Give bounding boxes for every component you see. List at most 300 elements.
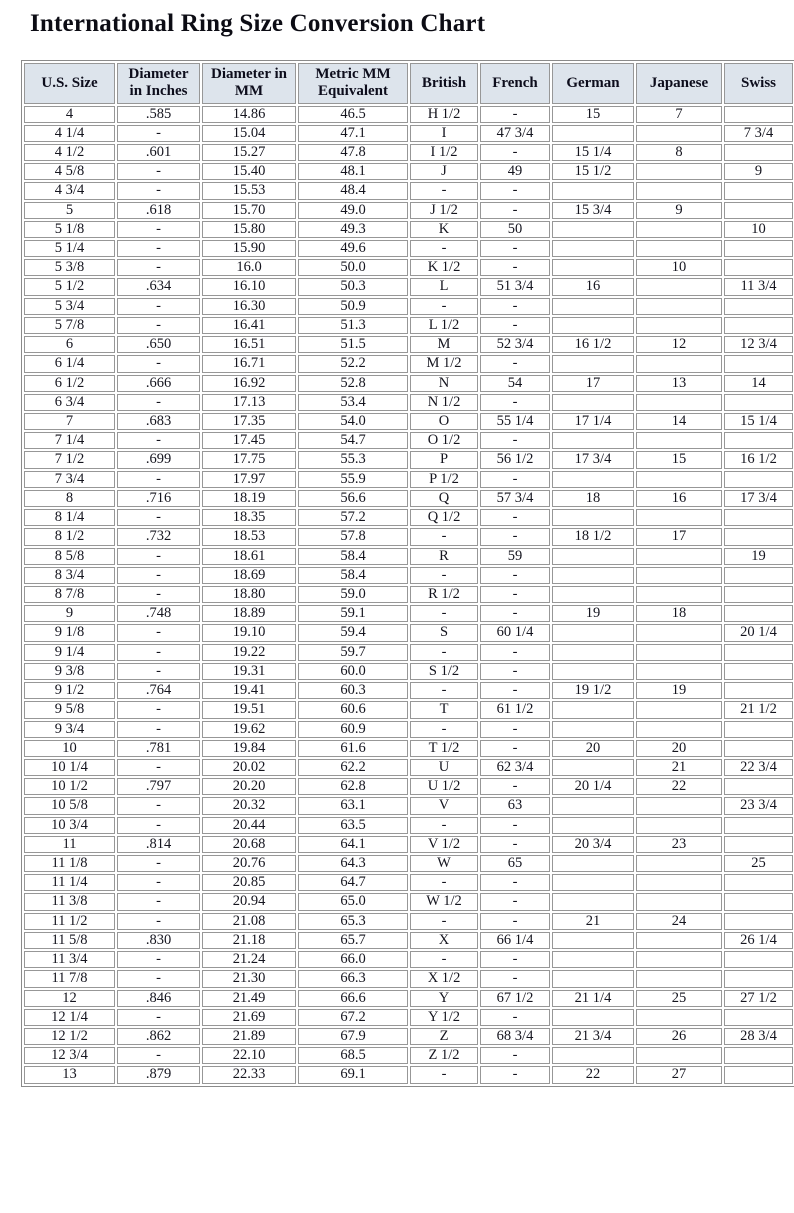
- table-cell: 19.41: [202, 682, 296, 699]
- table-cell: 17: [552, 375, 634, 392]
- table-cell: -: [117, 874, 200, 891]
- table-cell: 9 1/4: [24, 644, 115, 661]
- table-cell: [636, 663, 722, 680]
- table-cell: -: [480, 509, 550, 526]
- table-cell: 58.4: [298, 567, 408, 584]
- table-cell: [724, 1009, 793, 1026]
- table-cell: 63.5: [298, 817, 408, 834]
- table-cell: 67 1/2: [480, 990, 550, 1007]
- table-cell: -: [410, 567, 478, 584]
- table-cell: 12 3/4: [24, 1047, 115, 1064]
- table-cell: 55 1/4: [480, 413, 550, 430]
- column-header: Japanese: [636, 63, 722, 104]
- table-container: [21, 60, 794, 1087]
- conversion-table: [21, 60, 794, 1087]
- table-cell: .634: [117, 278, 200, 295]
- table-cell: 17.97: [202, 471, 296, 488]
- table-cell: 55.3: [298, 451, 408, 468]
- table-cell: O: [410, 413, 478, 430]
- table-cell: [724, 317, 793, 334]
- table-cell: N 1/2: [410, 394, 478, 411]
- table-cell: 21.69: [202, 1009, 296, 1026]
- table-cell: [636, 1047, 722, 1064]
- table-cell: 59.1: [298, 605, 408, 622]
- table-row: [24, 509, 793, 526]
- table-cell: U 1/2: [410, 778, 478, 795]
- table-cell: [552, 759, 634, 776]
- table-cell: K 1/2: [410, 259, 478, 276]
- table-cell: P 1/2: [410, 471, 478, 488]
- table-cell: 21.24: [202, 951, 296, 968]
- table-cell: -: [117, 663, 200, 680]
- table-cell: 13: [636, 375, 722, 392]
- column-header: German: [552, 63, 634, 104]
- table-cell: 23: [636, 836, 722, 853]
- table-cell: [552, 932, 634, 949]
- table-cell: -: [480, 721, 550, 738]
- table-cell: [636, 817, 722, 834]
- table-cell: -: [480, 471, 550, 488]
- table-cell: [724, 817, 793, 834]
- table-cell: 48.4: [298, 182, 408, 199]
- table-cell: 8: [24, 490, 115, 507]
- table-cell: -: [410, 874, 478, 891]
- table-cell: [636, 970, 722, 987]
- table-cell: 60.6: [298, 701, 408, 718]
- table-cell: [636, 317, 722, 334]
- table-cell: 5 1/4: [24, 240, 115, 257]
- table-cell: [552, 893, 634, 910]
- table-cell: Z: [410, 1028, 478, 1045]
- table-cell: -: [117, 432, 200, 449]
- table-cell: -: [410, 605, 478, 622]
- table-cell: [636, 432, 722, 449]
- table-cell: 9: [636, 202, 722, 219]
- table-cell: 10: [724, 221, 793, 238]
- table-cell: 63.1: [298, 797, 408, 814]
- table-cell: -: [480, 874, 550, 891]
- table-cell: P: [410, 451, 478, 468]
- table-cell: 26: [636, 1028, 722, 1045]
- table-cell: 69.1: [298, 1066, 408, 1083]
- table-cell: -: [480, 567, 550, 584]
- table-cell: 17 3/4: [724, 490, 793, 507]
- table-cell: -: [410, 240, 478, 257]
- table-cell: -: [410, 817, 478, 834]
- table-cell: 57.2: [298, 509, 408, 526]
- table-cell: [636, 874, 722, 891]
- table-cell: 54.0: [298, 413, 408, 430]
- table-cell: 4 3/4: [24, 182, 115, 199]
- table-cell: 6 1/2: [24, 375, 115, 392]
- table-cell: 58.4: [298, 548, 408, 565]
- table-cell: 52.8: [298, 375, 408, 392]
- table-cell: 4 1/4: [24, 125, 115, 142]
- table-cell: 54: [480, 375, 550, 392]
- table-cell: 12 3/4: [724, 336, 793, 353]
- table-cell: [724, 528, 793, 545]
- table-cell: 13: [24, 1066, 115, 1083]
- table-cell: [724, 144, 793, 161]
- table-cell: 63: [480, 797, 550, 814]
- table-cell: 8 3/4: [24, 567, 115, 584]
- table-row: [24, 259, 793, 276]
- table-cell: 19 1/2: [552, 682, 634, 699]
- table-cell: 68.5: [298, 1047, 408, 1064]
- table-cell: -: [117, 355, 200, 372]
- table-cell: 21.30: [202, 970, 296, 987]
- table-cell: 61.6: [298, 740, 408, 757]
- table-cell: 65.0: [298, 893, 408, 910]
- table-row: [24, 740, 793, 757]
- table-row: [24, 701, 793, 718]
- table-cell: N: [410, 375, 478, 392]
- table-cell: 9: [724, 163, 793, 180]
- table-cell: 17.75: [202, 451, 296, 468]
- table-cell: -: [480, 836, 550, 853]
- table-cell: [724, 432, 793, 449]
- table-cell: -: [117, 163, 200, 180]
- table-cell: -: [117, 644, 200, 661]
- table-cell: [724, 778, 793, 795]
- table-cell: 7 1/4: [24, 432, 115, 449]
- table-row: [24, 874, 793, 891]
- table-cell: -: [480, 605, 550, 622]
- table-cell: 26 1/4: [724, 932, 793, 949]
- table-cell: 17.45: [202, 432, 296, 449]
- table-cell: 55.9: [298, 471, 408, 488]
- table-cell: 10: [24, 740, 115, 757]
- table-row: [24, 182, 793, 199]
- table-cell: [724, 740, 793, 757]
- table-cell: .666: [117, 375, 200, 392]
- table-cell: .716: [117, 490, 200, 507]
- table-cell: V: [410, 797, 478, 814]
- table-cell: K: [410, 221, 478, 238]
- table-cell: X 1/2: [410, 970, 478, 987]
- table-cell: 20.68: [202, 836, 296, 853]
- table-cell: -: [117, 1009, 200, 1026]
- table-cell: 12: [636, 336, 722, 353]
- table-cell: 59: [480, 548, 550, 565]
- table-cell: 11 1/4: [24, 874, 115, 891]
- table-cell: W 1/2: [410, 893, 478, 910]
- table-row: [24, 432, 793, 449]
- table-cell: [724, 355, 793, 372]
- table-cell: 11 5/8: [24, 932, 115, 949]
- table-cell: 60 1/4: [480, 624, 550, 641]
- table-cell: 50: [480, 221, 550, 238]
- table-row: [24, 721, 793, 738]
- table-cell: [724, 836, 793, 853]
- table-cell: 52.2: [298, 355, 408, 372]
- table-cell: [724, 202, 793, 219]
- table-cell: 15.80: [202, 221, 296, 238]
- table-row: [24, 855, 793, 872]
- table-cell: [636, 701, 722, 718]
- table-cell: [636, 893, 722, 910]
- table-cell: 21: [636, 759, 722, 776]
- table-cell: -: [117, 759, 200, 776]
- table-cell: -: [117, 394, 200, 411]
- table-cell: 12: [24, 990, 115, 1007]
- table-cell: 68 3/4: [480, 1028, 550, 1045]
- table-cell: .781: [117, 740, 200, 757]
- table-cell: 66.0: [298, 951, 408, 968]
- table-cell: 15.70: [202, 202, 296, 219]
- table-cell: 6 3/4: [24, 394, 115, 411]
- table-cell: 22.10: [202, 1047, 296, 1064]
- table-cell: [636, 221, 722, 238]
- table-cell: -: [480, 663, 550, 680]
- table-cell: T: [410, 701, 478, 718]
- table-cell: [552, 817, 634, 834]
- table-cell: 20.85: [202, 874, 296, 891]
- table-cell: [552, 586, 634, 603]
- table-cell: 47.1: [298, 125, 408, 142]
- table-cell: 14: [724, 375, 793, 392]
- table-cell: -: [117, 951, 200, 968]
- table-cell: 19: [552, 605, 634, 622]
- table-cell: -: [117, 797, 200, 814]
- table-cell: -: [117, 970, 200, 987]
- table-cell: 15: [552, 106, 634, 123]
- table-cell: [724, 951, 793, 968]
- table-cell: [636, 182, 722, 199]
- table-cell: 59.4: [298, 624, 408, 641]
- table-cell: 21.08: [202, 913, 296, 930]
- table-cell: .732: [117, 528, 200, 545]
- table-cell: [724, 721, 793, 738]
- table-cell: 19.22: [202, 644, 296, 661]
- table-row: [24, 1047, 793, 1064]
- table-cell: 4 5/8: [24, 163, 115, 180]
- table-cell: [636, 355, 722, 372]
- table-cell: .699: [117, 451, 200, 468]
- page-title: International Ring Size Conversion Chart: [30, 10, 486, 37]
- table-row: [24, 221, 793, 238]
- table-cell: 21: [552, 913, 634, 930]
- table-cell: [724, 298, 793, 315]
- table-cell: 15.04: [202, 125, 296, 142]
- table-cell: 6 1/4: [24, 355, 115, 372]
- table-cell: [636, 509, 722, 526]
- table-cell: .846: [117, 990, 200, 1007]
- table-cell: 50.3: [298, 278, 408, 295]
- column-header: Metric MM Equivalent: [298, 63, 408, 104]
- table-cell: 18.19: [202, 490, 296, 507]
- table-cell: [636, 855, 722, 872]
- table-row: [24, 644, 793, 661]
- table-cell: 25: [636, 990, 722, 1007]
- table-row: [24, 605, 793, 622]
- table-cell: 15 3/4: [552, 202, 634, 219]
- table-cell: 7: [24, 413, 115, 430]
- table-cell: O 1/2: [410, 432, 478, 449]
- table-cell: 16: [636, 490, 722, 507]
- table-cell: 15 1/2: [552, 163, 634, 180]
- table-cell: [552, 1047, 634, 1064]
- table-cell: 20 1/4: [724, 624, 793, 641]
- table-cell: 11 3/4: [24, 951, 115, 968]
- table-cell: -: [410, 951, 478, 968]
- table-cell: -: [410, 644, 478, 661]
- table-cell: 27: [636, 1066, 722, 1083]
- table-cell: 15.40: [202, 163, 296, 180]
- table-cell: [724, 182, 793, 199]
- table-row: [24, 663, 793, 680]
- table-cell: -: [480, 259, 550, 276]
- table-cell: 5: [24, 202, 115, 219]
- table-cell: [724, 567, 793, 584]
- table-row: [24, 336, 793, 353]
- table-cell: -: [117, 855, 200, 872]
- table-cell: -: [480, 913, 550, 930]
- table-cell: 16 1/2: [724, 451, 793, 468]
- table-cell: [636, 644, 722, 661]
- table-cell: 10 5/8: [24, 797, 115, 814]
- table-cell: R: [410, 548, 478, 565]
- table-cell: 20.76: [202, 855, 296, 872]
- table-cell: U: [410, 759, 478, 776]
- table-row: [24, 240, 793, 257]
- table-cell: -: [480, 182, 550, 199]
- table-cell: -: [480, 1047, 550, 1064]
- table-cell: 9 5/8: [24, 701, 115, 718]
- table-cell: 59.7: [298, 644, 408, 661]
- table-cell: [724, 970, 793, 987]
- table-cell: 20.32: [202, 797, 296, 814]
- table-cell: .650: [117, 336, 200, 353]
- table-cell: 66.6: [298, 990, 408, 1007]
- table-cell: 60.9: [298, 721, 408, 738]
- table-cell: 22: [636, 778, 722, 795]
- table-cell: 65.7: [298, 932, 408, 949]
- table-cell: L 1/2: [410, 317, 478, 334]
- table-cell: Q: [410, 490, 478, 507]
- table-cell: 17.35: [202, 413, 296, 430]
- table-cell: -: [480, 951, 550, 968]
- table-cell: 20: [636, 740, 722, 757]
- table-cell: 10 3/4: [24, 817, 115, 834]
- table-cell: 65.3: [298, 913, 408, 930]
- table-cell: 9: [24, 605, 115, 622]
- table-cell: 9 1/2: [24, 682, 115, 699]
- table-cell: -: [117, 298, 200, 315]
- table-row: [24, 471, 793, 488]
- table-cell: J 1/2: [410, 202, 478, 219]
- table-cell: 53.4: [298, 394, 408, 411]
- table-cell: 20.94: [202, 893, 296, 910]
- table-cell: 22: [552, 1066, 634, 1083]
- table-cell: -: [480, 893, 550, 910]
- table-cell: -: [480, 394, 550, 411]
- table-cell: -: [480, 432, 550, 449]
- table-row: [24, 163, 793, 180]
- table-cell: [636, 797, 722, 814]
- table-cell: Q 1/2: [410, 509, 478, 526]
- table-cell: 16.30: [202, 298, 296, 315]
- table-cell: 14.86: [202, 106, 296, 123]
- header-row: [24, 63, 793, 104]
- table-cell: 28 3/4: [724, 1028, 793, 1045]
- table-cell: [724, 259, 793, 276]
- table-cell: [636, 471, 722, 488]
- table-cell: 4: [24, 106, 115, 123]
- table-cell: T 1/2: [410, 740, 478, 757]
- table-cell: S: [410, 624, 478, 641]
- table-cell: 47 3/4: [480, 125, 550, 142]
- table-cell: 10 1/2: [24, 778, 115, 795]
- table-cell: 7 1/2: [24, 451, 115, 468]
- table-cell: -: [117, 240, 200, 257]
- table-cell: [724, 682, 793, 699]
- table-cell: 20.20: [202, 778, 296, 795]
- table-cell: -: [117, 259, 200, 276]
- table-cell: [724, 586, 793, 603]
- table-cell: 21 3/4: [552, 1028, 634, 1045]
- table-cell: 21.18: [202, 932, 296, 949]
- table-cell: .748: [117, 605, 200, 622]
- table-cell: 22.33: [202, 1066, 296, 1083]
- table-cell: 15: [636, 451, 722, 468]
- table-cell: 50.0: [298, 259, 408, 276]
- table-cell: 62 3/4: [480, 759, 550, 776]
- table-cell: [636, 624, 722, 641]
- table-cell: -: [480, 1009, 550, 1026]
- table-cell: [636, 298, 722, 315]
- table-row: [24, 413, 793, 430]
- table-cell: 5 3/8: [24, 259, 115, 276]
- table-cell: 20: [552, 740, 634, 757]
- table-cell: [552, 394, 634, 411]
- table-cell: 60.3: [298, 682, 408, 699]
- table-cell: .683: [117, 413, 200, 430]
- column-header: U.S. Size: [24, 63, 115, 104]
- table-cell: -: [117, 624, 200, 641]
- table-cell: 12 1/4: [24, 1009, 115, 1026]
- table-row: [24, 451, 793, 468]
- table-cell: -: [117, 125, 200, 142]
- table-cell: 60.0: [298, 663, 408, 680]
- table-cell: [724, 644, 793, 661]
- table-cell: 56.6: [298, 490, 408, 507]
- table-cell: 67.2: [298, 1009, 408, 1026]
- table-cell: [724, 106, 793, 123]
- table-cell: [552, 355, 634, 372]
- table-cell: 8 7/8: [24, 586, 115, 603]
- table-cell: 18.35: [202, 509, 296, 526]
- table-cell: 19.84: [202, 740, 296, 757]
- table-cell: 51.5: [298, 336, 408, 353]
- table-row: [24, 797, 793, 814]
- table-cell: 49: [480, 163, 550, 180]
- table-cell: M 1/2: [410, 355, 478, 372]
- table-cell: 64.7: [298, 874, 408, 891]
- table-cell: 7 3/4: [724, 125, 793, 142]
- table-cell: L: [410, 278, 478, 295]
- table-body: [24, 106, 793, 1084]
- table-cell: 19.31: [202, 663, 296, 680]
- table-cell: 9 3/4: [24, 721, 115, 738]
- table-cell: [552, 567, 634, 584]
- table-cell: [552, 240, 634, 257]
- table-cell: 46.5: [298, 106, 408, 123]
- table-cell: 6: [24, 336, 115, 353]
- table-cell: [552, 644, 634, 661]
- table-cell: 52 3/4: [480, 336, 550, 353]
- table-cell: 7: [636, 106, 722, 123]
